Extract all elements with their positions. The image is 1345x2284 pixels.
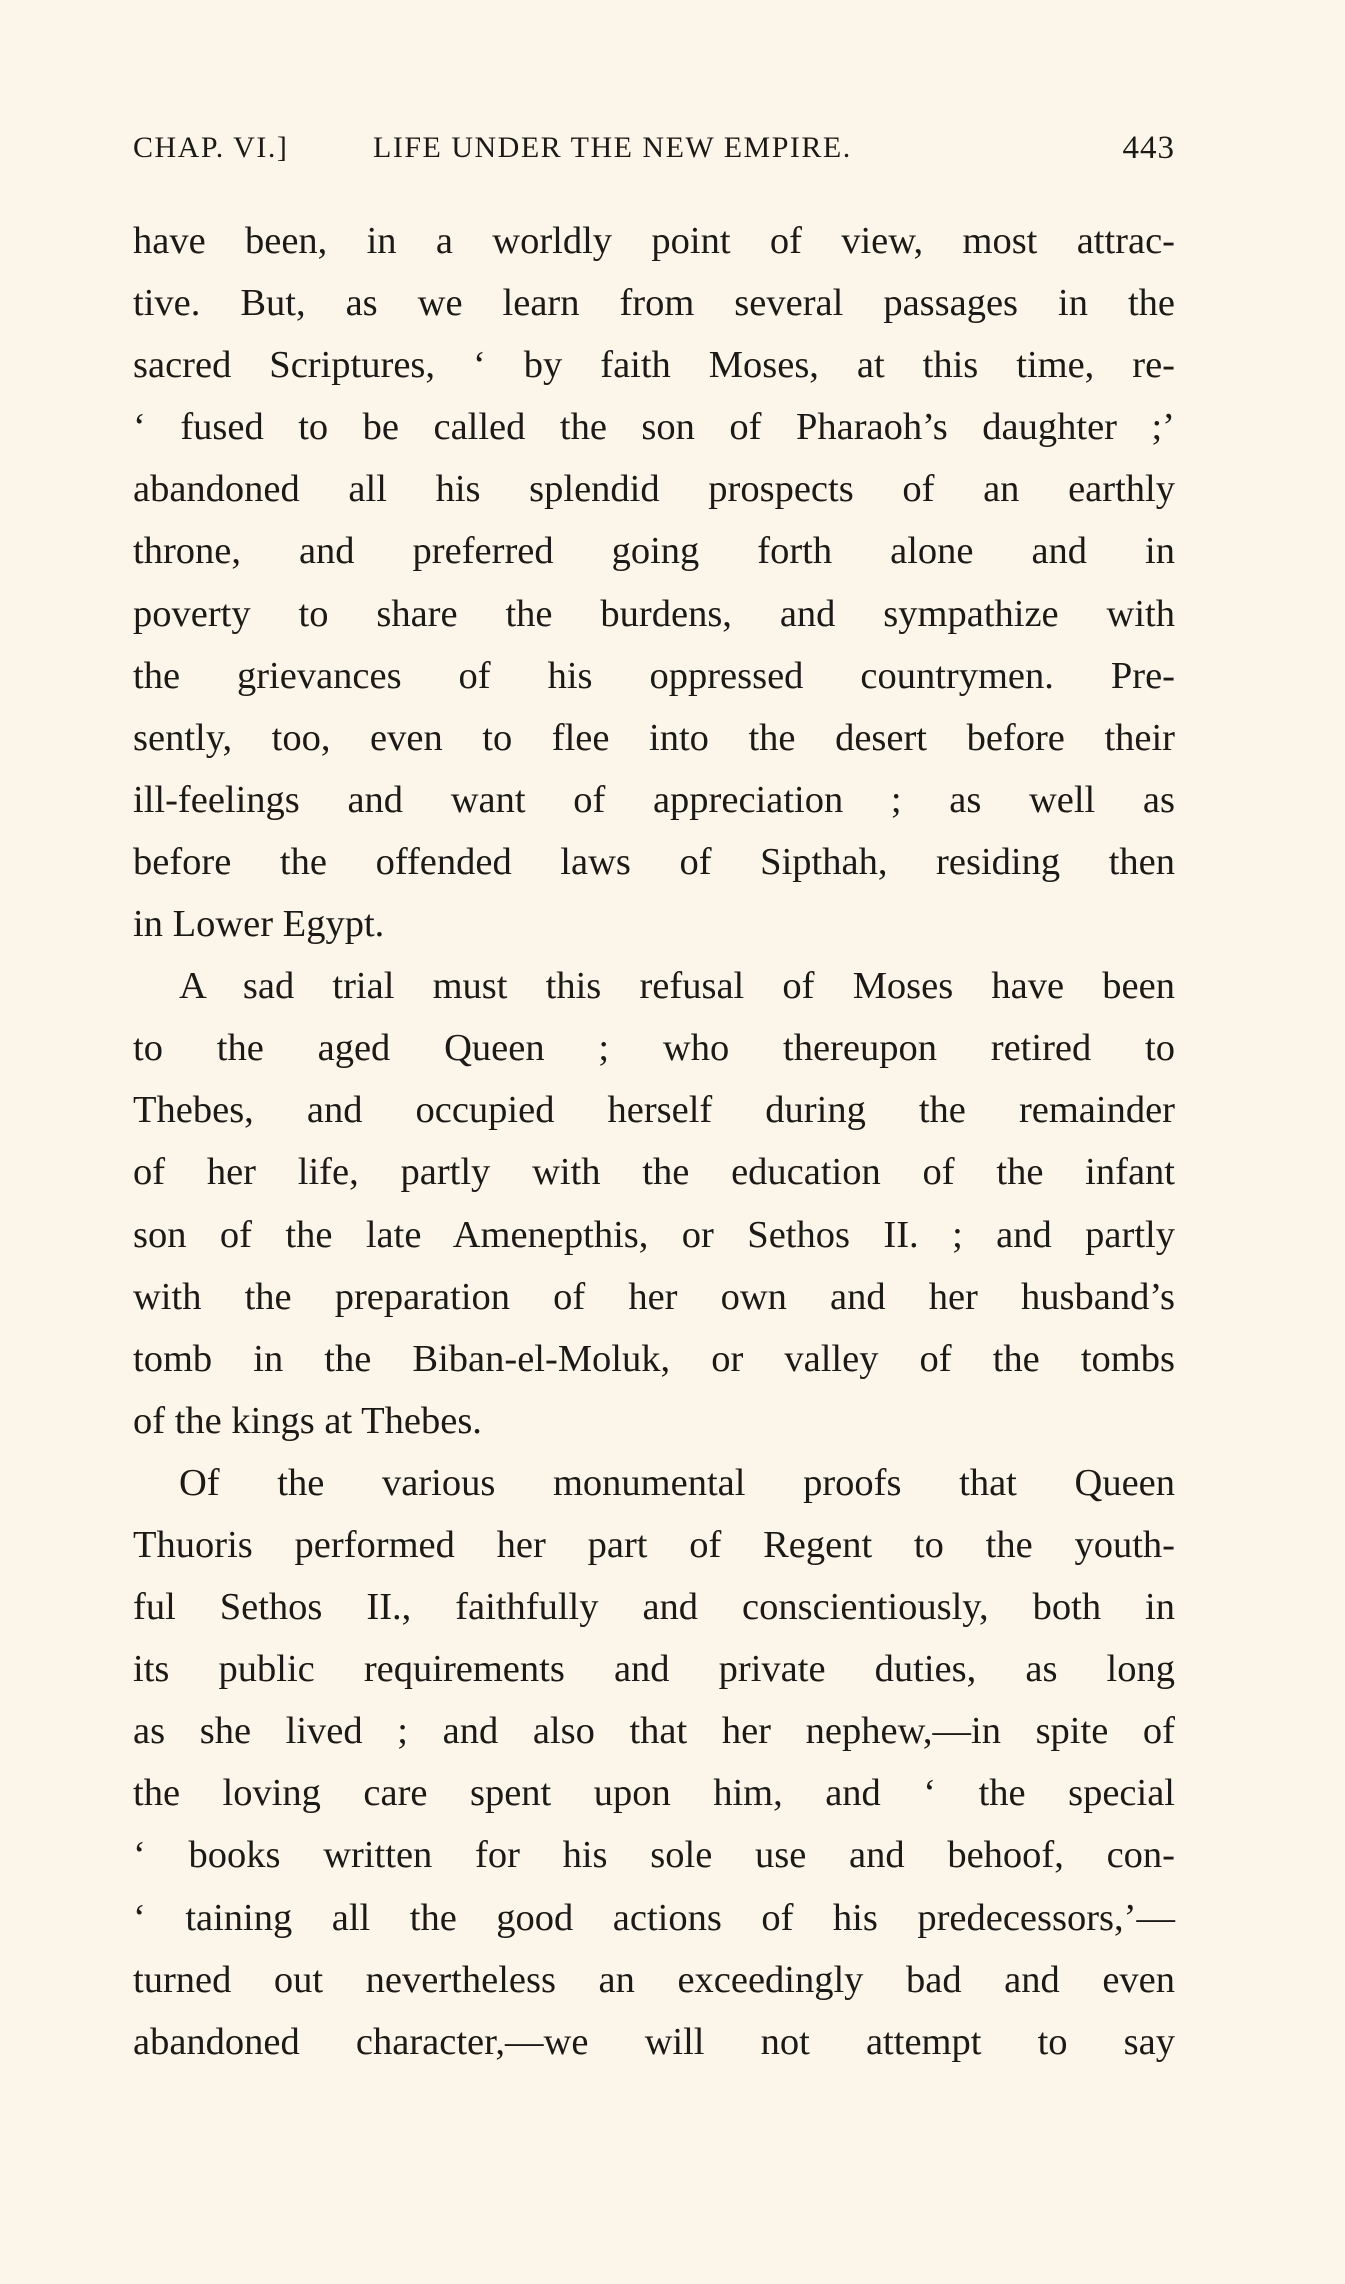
running-header — [133, 128, 1175, 168]
text-line: tive. But, as we learn from several passages in the — [133, 282, 1175, 325]
text-line: its public requirements and private duties, as long — [133, 1648, 1175, 1691]
text-line: ‘ taining all the good actions of his predecessors,’— — [133, 1896, 1175, 1939]
running-title: LIFE UNDER THE NEW EMPIRE. — [373, 131, 852, 164]
text-line: ‘ books written for his sole use and behoof, con- — [133, 1834, 1175, 1877]
text-line: with the preparation of her own and her husband’s — [133, 1275, 1175, 1318]
text-line: ‘ fused to be called the son of Pharaoh’s daughter ;’ — [133, 406, 1175, 449]
text-line: before the offended laws of Sipthah, residing then — [133, 840, 1175, 883]
text-line: sently, too, even to flee into the desert before their — [133, 716, 1175, 759]
text-line: throne, and preferred going forth alone and in — [133, 530, 1175, 573]
paragraph-start-line: A sad trial must this refusal of Moses have been — [179, 965, 1175, 1008]
text-line: the loving care spent upon him, and ‘ the special — [133, 1772, 1175, 1815]
text-line: of her life, partly with the education of the infant — [133, 1151, 1175, 1194]
text-line: as she lived ; and also that her nephew,—in spite of — [133, 1710, 1175, 1753]
text-line: have been, in a worldly point of view, most attrac- — [133, 220, 1175, 262]
paragraph-end-line: of the kings at Thebes. — [133, 1399, 482, 1442]
text-line: Thuoris performed her part of Regent to the youth- — [133, 1523, 1175, 1566]
text-line: son of the late Amenepthis, or Sethos II. ; and partly — [133, 1213, 1175, 1256]
text-line: poverty to share the burdens, and sympathize with — [133, 592, 1175, 635]
text-line: turned out nevertheless an exceedingly bad and even — [133, 1958, 1175, 2001]
paragraph-end-line: in Lower Egypt. — [133, 903, 385, 946]
text-line: abandoned character,—we will not attempt to say — [133, 2020, 1175, 2063]
text-line: abandoned all his splendid prospects of an earthly — [133, 468, 1175, 511]
text-line: Thebes, and occupied herself during the remainder — [133, 1089, 1175, 1132]
page-number: 443 — [1122, 130, 1175, 166]
paragraph-start-line: Of the various monumental proofs that Queen — [179, 1461, 1175, 1504]
text-line: sacred Scriptures, ‘ by faith Moses, at this time, re- — [133, 344, 1175, 387]
chapter-label: CHAP. VI.] — [133, 131, 289, 164]
body-text — [133, 210, 1175, 2073]
text-line: the grievances of his oppressed countrymen. Pre- — [133, 654, 1175, 697]
text-line: tomb in the Biban-el-Moluk, or valley of the tombs — [133, 1337, 1175, 1380]
text-line: ill-feelings and want of appreciation ; as well as — [133, 778, 1175, 821]
text-line: to the aged Queen ; who thereupon retired to — [133, 1027, 1175, 1070]
text-line: ful Sethos II., faithfully and conscientiously, both in — [133, 1586, 1175, 1629]
